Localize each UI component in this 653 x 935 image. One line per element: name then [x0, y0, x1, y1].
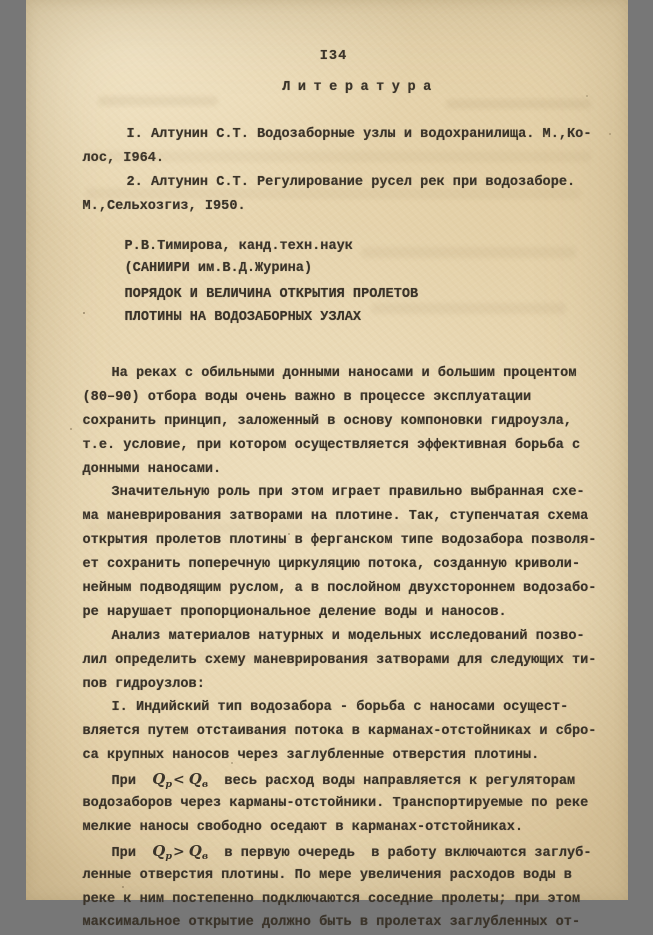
text-line: М.,Сельхозгиз, I950.	[83, 195, 611, 219]
text-line: сохранить принцип, заложенный в основу компоновки гидроузла,	[83, 410, 613, 434]
bleed-through-mark	[446, 99, 591, 109]
text-line: ленные отверстия плотины. По мере увеличения расходов воды в	[83, 864, 613, 888]
article-title	[125, 284, 419, 329]
formula-Q-в: $Q_в$	[189, 770, 208, 788]
text-line: I. Алтунин С.Т. Водозаборные узлы и водохранилища. М.,Ко-	[83, 123, 611, 147]
text-line: ма маневрирования затворами на плотине. Так, ступенчатая схема	[83, 505, 613, 529]
text-line: ет сохранить поперечную циркуляцию потока, созданную криволи-	[83, 553, 613, 577]
paragraph	[83, 481, 613, 624]
text-line: нейным подводящим руслом, а в послойном двухстороннем водозабо-	[83, 577, 613, 601]
paragraph	[83, 123, 611, 171]
formula-operator: >	[172, 844, 189, 860]
references-list	[83, 123, 611, 219]
text-line: максимальное открытие должно быть в пролетах заглубленных от-	[83, 911, 613, 935]
formula-Q-р: $Q_р$	[152, 842, 172, 860]
text-line: реке к ним постепенно подключаются соседние пролеты; при этом	[83, 888, 613, 912]
page-number: I34	[33, 49, 635, 64]
text-line: вляется путем отстаивания потока в карманах-отстойниках и сбро-	[83, 720, 613, 744]
text-line: лил определить схему маневрирования затворами для следующих ти-	[83, 649, 613, 673]
text-line: открытия пролетов плотины в ферганском типе водозабора позволя-	[83, 529, 613, 553]
text-line: са крупных наносов через заглубленные отверстия плотины.	[83, 744, 613, 768]
text-line: лос, I964.	[83, 147, 611, 171]
text-line: (80–90) отбора воды очень важно в процессе эксплуатации	[83, 386, 613, 410]
bleed-through-mark	[98, 96, 218, 106]
bleed-through-mark	[361, 247, 576, 258]
text-line: Анализ материалов натурных и модельных исследований позво-	[83, 625, 613, 649]
article-byline	[125, 236, 353, 279]
paragraph	[83, 768, 613, 840]
formula-Q-р: $Q_р$	[152, 770, 172, 788]
text-line: мелкие наносы свободно оседают в карманах-отстойниках.	[83, 816, 613, 840]
text-line: На реках с обильными донными наносами и большим процентом	[83, 362, 613, 386]
text-line: ПЛОТИНЫ НА ВОДОЗАБОРНЫХ УЗЛАХ	[125, 307, 419, 330]
paper-speck	[26, 0, 28, 2]
text-line: донными наносами.	[83, 458, 613, 482]
paragraph	[83, 171, 611, 219]
text-line: т.е. условие, при котором осуществляется эффективная борьба с	[83, 434, 613, 458]
paragraph	[83, 625, 613, 697]
scanned-document-page	[26, 0, 628, 900]
article-body	[83, 362, 613, 935]
text-line: При $Q_р> Q_в$ в первую очередь в работу включаются заглуб-	[83, 840, 613, 864]
author-affiliation: (САНИИРИ им.В.Д.Журина)	[125, 258, 353, 280]
formula-operator: <	[172, 772, 189, 788]
formula-Q-в: $Q_в$	[189, 842, 208, 860]
author-name: Р.В.Тимирова, канд.техн.наук	[125, 236, 353, 258]
literature-heading: Литература	[60, 80, 653, 95]
text-line: пов гидроузлов:	[83, 673, 613, 697]
text-line: 2. Алтунин С.Т. Регулирование русел рек при водозаборе.	[83, 171, 611, 195]
text-line: I. Индийский тип водозабора - борьба с наносами осущест-	[83, 696, 613, 720]
text-line: Значительную роль при этом играет правильно выбранная схе-	[83, 481, 613, 505]
text-line: водозаборов через карманы-отстойники. Транспортируемые по реке	[83, 792, 613, 816]
paragraph	[83, 362, 613, 481]
text-line: ПОРЯДОК И ВЕЛИЧИНА ОТКРЫТИЯ ПРОЛЕТОВ	[125, 284, 419, 307]
text-line: При $Q_р< Q_в$ весь расход воды направляется к регуляторам	[83, 768, 613, 792]
paragraph	[83, 840, 613, 935]
paragraph	[83, 696, 613, 768]
text-line: ре нарушает пропорциональное деление воды и наносов.	[83, 601, 613, 625]
